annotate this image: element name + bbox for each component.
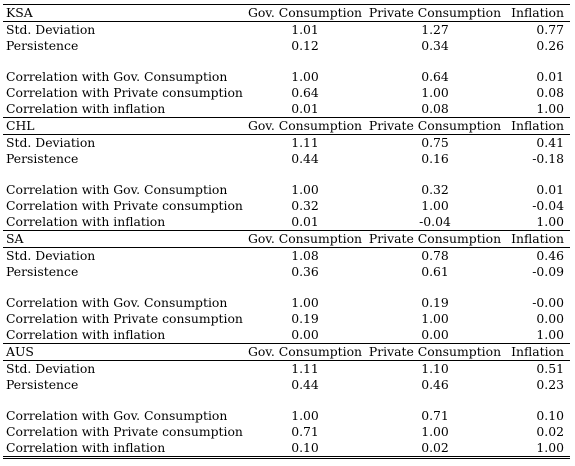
cell-value: 1.08: [291, 248, 319, 263]
row-label: Correlation with inflation: [3, 440, 243, 458]
country-label: KSA: [3, 5, 243, 22]
cell-value: 0.71: [421, 408, 449, 423]
column-header-gov: Gov. Consumption: [243, 5, 367, 22]
cell-value: 0.51: [536, 361, 564, 376]
cell-value: 0.75: [421, 135, 449, 150]
cell-value: 0.41: [536, 135, 564, 150]
cell-value: 0.10: [536, 408, 564, 423]
cell-value: 0.00: [421, 327, 449, 342]
cell-value: 1.00: [421, 198, 449, 213]
country-label: AUS: [3, 344, 243, 361]
cell-value: 0.64: [291, 85, 319, 100]
country-label: SA: [3, 231, 243, 248]
table-row: [3, 22, 570, 39]
cell-value: 0.26: [536, 38, 564, 53]
cell-value: 0.64: [421, 69, 449, 84]
table-row: [3, 311, 570, 327]
column-header-gov: Gov. Consumption: [243, 344, 367, 361]
row-label: Std. Deviation: [6, 248, 96, 263]
cell-value: 0.01: [536, 182, 564, 197]
cell-value: 0.32: [291, 198, 319, 213]
country-label: CHL: [3, 118, 243, 135]
cell-value: 1.00: [421, 85, 449, 100]
column-header-inflation: Inflation: [503, 5, 570, 22]
row-label: Std. Deviation: [6, 22, 96, 37]
cell-value: -0.09: [532, 264, 564, 279]
column-header-private: Private Consumption: [368, 5, 502, 20]
table-row: [3, 214, 570, 231]
row-label: Correlation with Gov. Consumption: [6, 408, 228, 423]
cell-value: 1.11: [291, 135, 319, 150]
cell-value: 0.44: [291, 377, 319, 392]
cell-value: 0.71: [291, 424, 319, 439]
cell-value: 0.44: [291, 151, 319, 166]
table-row: [3, 248, 570, 265]
cell-value: 0.12: [291, 38, 319, 53]
row-label: Correlation with inflation: [6, 101, 166, 116]
row-label: Correlation with inflation: [6, 327, 166, 342]
cell-value: 0.34: [421, 38, 449, 53]
table-row: [3, 135, 570, 152]
cell-value: 1.00: [421, 424, 449, 439]
cell-value: 0.61: [421, 264, 449, 279]
row-label: Std. Deviation: [6, 135, 96, 150]
table-row: [3, 424, 570, 440]
row-label: Std. Deviation: [6, 361, 96, 376]
cell-value: 0.01: [291, 101, 319, 116]
column-header-inflation: Inflation: [503, 344, 570, 361]
cell-value: 1.00: [536, 327, 564, 342]
table-row: [3, 377, 570, 393]
spacer-row: [3, 393, 570, 408]
row-label: Persistence: [6, 38, 79, 53]
spacer-row: [3, 54, 570, 69]
column-header-private: Private Consumption: [368, 344, 502, 359]
table-row: [3, 182, 570, 198]
column-header-private: Private Consumption: [368, 231, 502, 246]
cell-value: 0.78: [421, 248, 449, 263]
row-label: Correlation with Private consumption: [6, 198, 243, 213]
cell-value: 1.11: [291, 361, 319, 376]
table-row: [3, 101, 570, 118]
section-header-aus: [3, 344, 570, 361]
cell-value: 0.01: [536, 69, 564, 84]
column-header-inflation: Inflation: [503, 231, 570, 248]
table-row: [3, 361, 570, 378]
spacer-row: [3, 280, 570, 295]
cell-value: 1.00: [291, 182, 319, 197]
row-label: Correlation with Gov. Consumption: [6, 69, 228, 84]
cell-value: 0.10: [243, 440, 367, 458]
table-row: [3, 151, 570, 167]
cell-value: 0.08: [536, 85, 564, 100]
cell-value: 0.19: [291, 311, 319, 326]
cell-value: 1.01: [291, 22, 319, 37]
row-label: Correlation with Gov. Consumption: [6, 182, 228, 197]
row-label: Correlation with inflation: [6, 214, 166, 229]
cell-value: 0.08: [421, 101, 449, 116]
section-header-sa: [3, 231, 570, 248]
cell-value: 1.10: [421, 361, 449, 376]
cell-value: -0.18: [532, 151, 564, 166]
table-row: [3, 198, 570, 214]
section-header-chl: [3, 118, 570, 135]
cell-value: 0.36: [291, 264, 319, 279]
row-label: Correlation with Gov. Consumption: [6, 295, 228, 310]
cell-value: 0.19: [421, 295, 449, 310]
cell-value: 1.27: [421, 22, 449, 37]
cell-value: 0.01: [291, 214, 319, 229]
cell-value: 0.23: [536, 377, 564, 392]
cell-value: -0.00: [532, 295, 564, 310]
cell-value: 1.00: [291, 408, 319, 423]
row-label: Correlation with Private consumption: [6, 311, 243, 326]
row-label: Persistence: [6, 377, 79, 392]
cell-value: 1.00: [536, 101, 564, 116]
section-header-ksa: [3, 5, 570, 22]
cell-value: 0.46: [536, 248, 564, 263]
cell-value: -0.04: [419, 214, 451, 229]
row-label: Correlation with Private consumption: [6, 424, 243, 439]
statistics-table: [3, 4, 570, 459]
cell-value: 0.46: [421, 377, 449, 392]
column-header-gov: Gov. Consumption: [243, 231, 367, 248]
cell-value: 0.32: [421, 182, 449, 197]
cell-value: 1.00: [291, 69, 319, 84]
row-label: Persistence: [6, 151, 79, 166]
cell-value: 1.00: [536, 214, 564, 229]
table-row: [3, 440, 570, 458]
table-row: [3, 327, 570, 344]
cell-value: 0.00: [291, 327, 319, 342]
cell-value: 0.02: [536, 424, 564, 439]
column-header-gov: Gov. Consumption: [243, 118, 367, 135]
spacer-row: [3, 167, 570, 182]
cell-value: -0.04: [532, 198, 564, 213]
cell-value: 0.02: [367, 440, 503, 458]
table-row: [3, 408, 570, 424]
table-row: [3, 295, 570, 311]
cell-value: 1.00: [503, 440, 570, 458]
column-header-inflation: Inflation: [503, 118, 570, 135]
cell-value: 0.77: [536, 22, 564, 37]
table-row: [3, 69, 570, 85]
row-label: Persistence: [6, 264, 79, 279]
cell-value: 1.00: [291, 295, 319, 310]
table-row: [3, 85, 570, 101]
column-header-private: Private Consumption: [368, 118, 502, 133]
table-row: [3, 264, 570, 280]
table-row: [3, 38, 570, 54]
cell-value: 0.00: [536, 311, 564, 326]
cell-value: 0.16: [421, 151, 449, 166]
cell-value: 1.00: [421, 311, 449, 326]
row-label: Correlation with Private consumption: [6, 85, 243, 100]
